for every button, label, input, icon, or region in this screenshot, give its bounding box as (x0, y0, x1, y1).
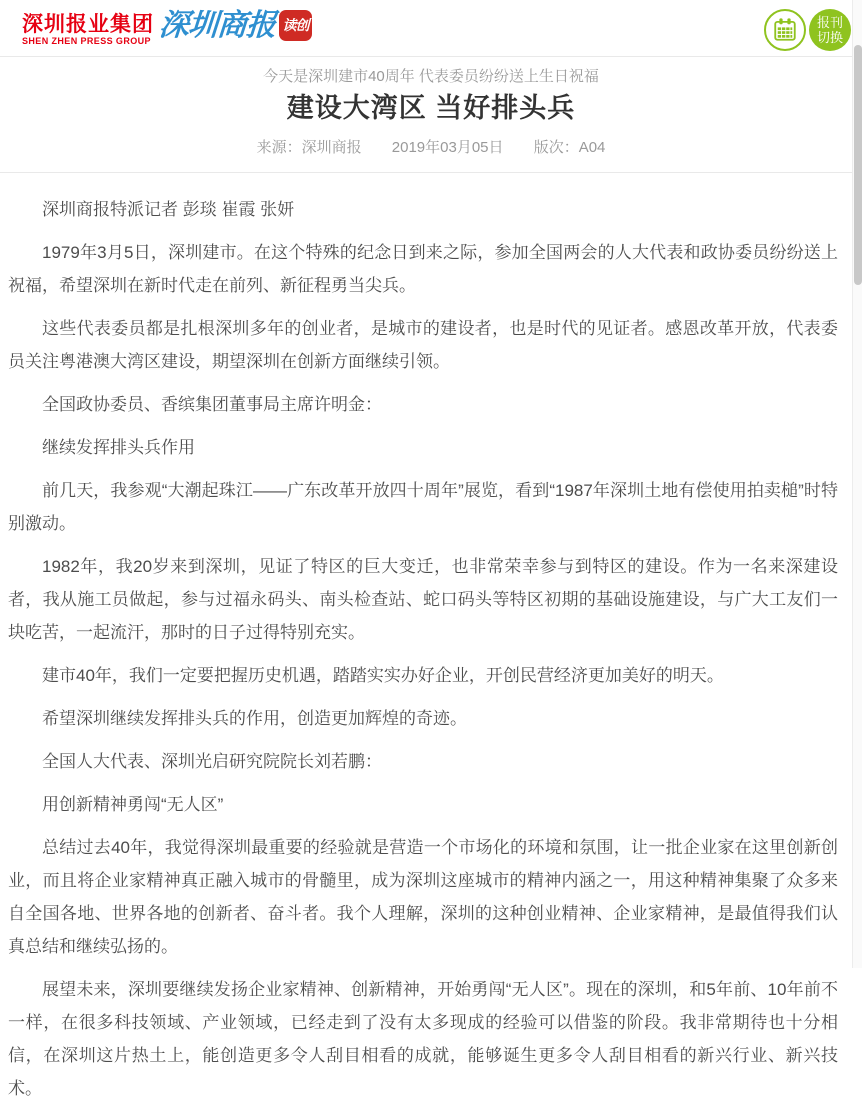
scrollbar[interactable] (852, 0, 862, 968)
article-paragraph: 全国政协委员、香缤集团董事局主席许明金： (42, 395, 382, 414)
article-body (0, 173, 862, 1105)
article-paragraph: 这些代表委员都是扎根深圳多年的创业者，是城市的建设者，也是时代的见证者。感恩改革开放，代表委员关注粤港澳大湾区建设，期望深圳在创新方面继续引领。 (8, 319, 838, 371)
calendar-button[interactable] (764, 9, 806, 51)
article-paragraph: 继续发挥排头兵作用 (42, 438, 195, 457)
article-paragraph: 展望未来，深圳要继续发扬企业家精神、创新精神，开始勇闯“无人区”。现在的深圳，和5年前、10年前不一样，在很多科技领域、产业领域，已经走到了没有太多现成的经验可以借鉴的阶段。我非常期待也十分相信，在深圳这片热土上，能创造更多令人刮目相看的成就，能够诞生更多令人刮目相看的新兴行业、新兴技术。 (8, 980, 838, 1098)
article-paragraph: 深圳商报特派记者 彭琰 崔霞 张妍 (42, 200, 295, 219)
site-header (0, 0, 862, 57)
read-create-badge: 读创 (279, 10, 312, 41)
article-source: 来源：深圳商报 (256, 139, 362, 156)
article-edition: 版次：A04 (533, 139, 606, 156)
press-group-name-en: SHEN ZHEN PRESS GROUP (22, 36, 151, 46)
article-subtitle: 今天是深圳建市40周年 代表委员纷纷送上生日祝福 (263, 68, 599, 85)
press-group-name-cn: 深圳报业集团 (22, 13, 154, 36)
article-meta (0, 138, 862, 173)
article-paragraph: 希望深圳继续发挥排头兵的作用，创造更加辉煌的奇迹。 (42, 709, 467, 728)
calendar-icon (772, 17, 798, 43)
press-group-logo (22, 13, 154, 47)
article-paragraph: 1982年，我20岁来到深圳，见证了特区的巨大变迁，也非常荣幸参与到特区的建设。作为一名来深建设者，我从施工员做起，参与过福永码头、南头检查站、蛇口码头等特区初期的基础设施建设，与广大工友们一块吃苦，一起流汗，那时的日子过得特别充实。 (8, 557, 838, 642)
site-logo[interactable] (22, 8, 312, 47)
article-head (0, 57, 862, 173)
scrollbar-thumb[interactable] (854, 45, 862, 285)
article-paragraph: 全国人大代表、深圳光启研究院院长刘若鹏： (42, 752, 382, 771)
article-paragraph: 前几天，我参观“大潮起珠江——广东改革开放四十周年”展览，看到“1987年深圳土地有偿使用拍卖槌”时特别激动。 (8, 481, 838, 533)
article-paragraph: 1979年3月5日，深圳建市。在这个特殊的纪念日到来之际，参加全国两会的人大代表和政协委员纷纷送上祝福，希望深圳在新时代走在前列、新征程勇当尖兵。 (8, 243, 838, 295)
article-date: 2019年03月05日 (391, 139, 504, 156)
paper-switch-label: 报刊 切换 (816, 14, 843, 45)
paper-switch-button[interactable] (809, 9, 851, 51)
article-paragraph: 建市40年，我们一定要把握历史机遇，踏踏实实办好企业，开创民营经济更加美好的明天。 (42, 666, 724, 685)
article-paragraph: 用创新精神勇闯“无人区” (42, 795, 224, 814)
paper-name-logo: 深圳商报 (157, 9, 277, 42)
article-title: 建设大湾区 当好排头兵 (286, 93, 576, 123)
header-actions (764, 9, 851, 51)
article-paragraph: 总结过去40年，我觉得深圳最重要的经验就是营造一个市场化的环境和氛围，让一批企业家在这里创新创业，而且将企业家精神真正融入城市的骨髓里，成为深圳这座城市的精神内涵之一，用这种精神集聚了众多来自全国各地、世界各地的创新者、奋斗者。我个人理解，深圳的这种创业精神、企业家精神，是最值得我们认真总结和继续弘扬的。 (8, 838, 838, 956)
